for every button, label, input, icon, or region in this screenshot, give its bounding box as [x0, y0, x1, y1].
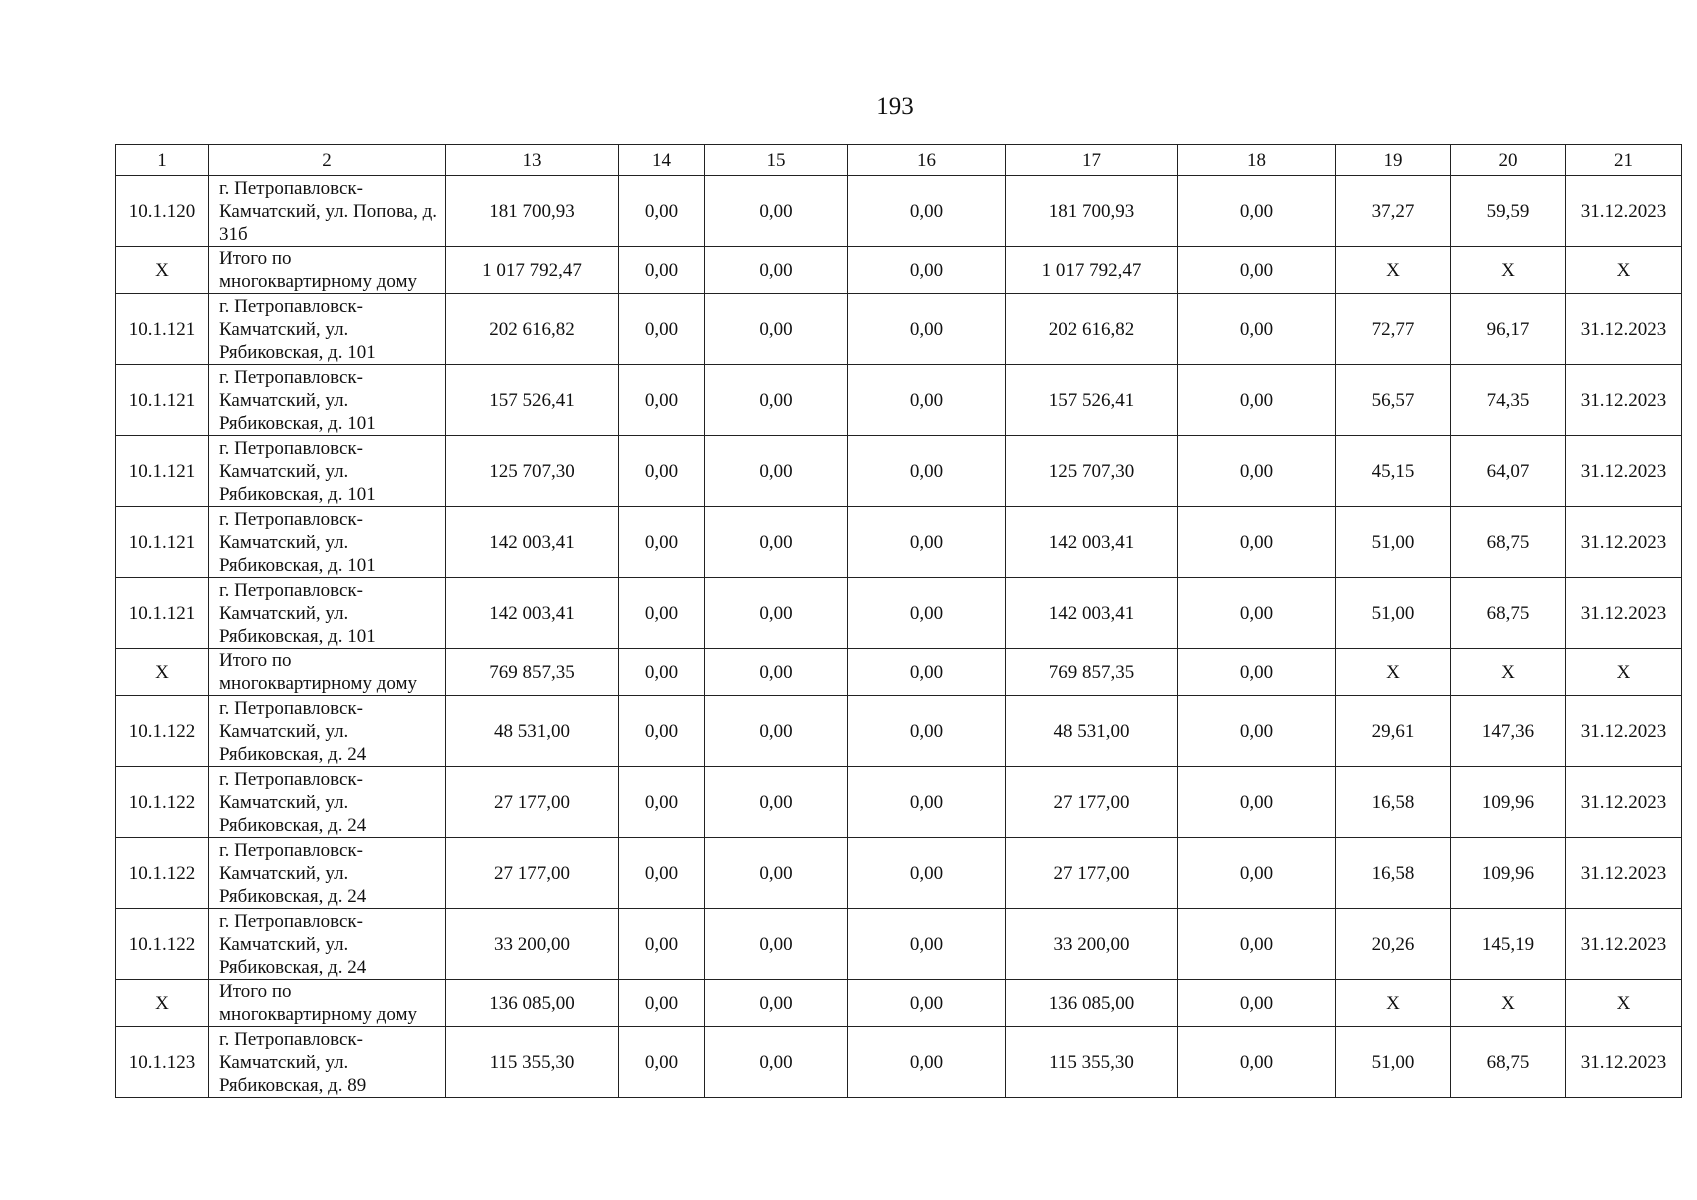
value-cell: X [1566, 980, 1682, 1027]
value-cell: 48 531,00 [1006, 696, 1178, 767]
table-body [116, 176, 1682, 1098]
value-cell: 136 085,00 [1006, 980, 1178, 1027]
value-cell: 0,00 [848, 247, 1006, 294]
value-cell: 31.12.2023 [1566, 909, 1682, 980]
value-cell: 27 177,00 [446, 767, 619, 838]
row-id-cell: 10.1.122 [116, 838, 209, 909]
value-cell: 769 857,35 [446, 649, 619, 696]
value-cell: 0,00 [705, 1027, 848, 1098]
column-header-21: 21 [1566, 145, 1682, 176]
column-header-18: 18 [1178, 145, 1336, 176]
column-header-14: 14 [619, 145, 705, 176]
address-cell: г. Петропавловск-Камчатский, ул. Рябиковская, д. 24 [209, 909, 446, 980]
value-cell: 0,00 [619, 578, 705, 649]
row-id-cell: 10.1.121 [116, 436, 209, 507]
column-header-16: 16 [848, 145, 1006, 176]
value-cell: 142 003,41 [1006, 507, 1178, 578]
value-cell: 51,00 [1336, 507, 1451, 578]
value-cell: 37,27 [1336, 176, 1451, 247]
table-row [116, 294, 1682, 365]
value-cell: 0,00 [619, 507, 705, 578]
value-cell: 33 200,00 [1006, 909, 1178, 980]
value-cell: 157 526,41 [1006, 365, 1178, 436]
value-cell: 27 177,00 [446, 838, 619, 909]
row-id-cell: 10.1.121 [116, 365, 209, 436]
address-cell: Итого по многоквартирному дому [209, 980, 446, 1027]
value-cell: 0,00 [1178, 436, 1336, 507]
value-cell: 68,75 [1451, 1027, 1566, 1098]
value-cell: 0,00 [619, 365, 705, 436]
page-number: 193 [876, 93, 914, 120]
address-cell: Итого по многоквартирному дому [209, 649, 446, 696]
value-cell: 16,58 [1336, 838, 1451, 909]
value-cell: 0,00 [848, 980, 1006, 1027]
value-cell: 0,00 [705, 365, 848, 436]
value-cell: 0,00 [619, 247, 705, 294]
value-cell: X [1336, 247, 1451, 294]
header-row [116, 145, 1682, 176]
row-id-cell: 10.1.121 [116, 294, 209, 365]
data-table [115, 144, 1682, 1098]
value-cell: 145,19 [1451, 909, 1566, 980]
value-cell: 20,26 [1336, 909, 1451, 980]
table-row [116, 578, 1682, 649]
address-cell: г. Петропавловск-Камчатский, ул. Рябиковская, д. 101 [209, 507, 446, 578]
value-cell: 136 085,00 [446, 980, 619, 1027]
value-cell: X [1451, 649, 1566, 696]
value-cell: 0,00 [848, 294, 1006, 365]
value-cell: 1 017 792,47 [446, 247, 619, 294]
value-cell: 64,07 [1451, 436, 1566, 507]
column-header-2: 2 [209, 145, 446, 176]
value-cell: 0,00 [1178, 909, 1336, 980]
value-cell: 142 003,41 [1006, 578, 1178, 649]
value-cell: 31.12.2023 [1566, 1027, 1682, 1098]
value-cell: 27 177,00 [1006, 838, 1178, 909]
table-row [116, 838, 1682, 909]
value-cell: 33 200,00 [446, 909, 619, 980]
row-id-cell: 10.1.122 [116, 767, 209, 838]
row-id-cell: X [116, 649, 209, 696]
value-cell: 0,00 [705, 247, 848, 294]
value-cell: 0,00 [705, 507, 848, 578]
value-cell: 115 355,30 [1006, 1027, 1178, 1098]
value-cell: 109,96 [1451, 838, 1566, 909]
value-cell: 31.12.2023 [1566, 767, 1682, 838]
row-id-cell: 10.1.120 [116, 176, 209, 247]
value-cell: 0,00 [619, 980, 705, 1027]
row-id-cell: X [116, 247, 209, 294]
value-cell: 0,00 [848, 365, 1006, 436]
value-cell: 0,00 [848, 578, 1006, 649]
table-row [116, 909, 1682, 980]
address-cell: Итого по многоквартирному дому [209, 247, 446, 294]
value-cell: 142 003,41 [446, 507, 619, 578]
row-id-cell: 10.1.123 [116, 1027, 209, 1098]
row-id-cell: 10.1.121 [116, 507, 209, 578]
value-cell: 31.12.2023 [1566, 578, 1682, 649]
value-cell: X [1336, 649, 1451, 696]
value-cell: 0,00 [705, 176, 848, 247]
value-cell: 157 526,41 [446, 365, 619, 436]
address-cell: г. Петропавловск-Камчатский, ул. Рябиковская, д. 24 [209, 838, 446, 909]
value-cell: 51,00 [1336, 1027, 1451, 1098]
table-row [116, 507, 1682, 578]
value-cell: 181 700,93 [446, 176, 619, 247]
value-cell: 0,00 [619, 767, 705, 838]
value-cell: 31.12.2023 [1566, 365, 1682, 436]
value-cell: 31.12.2023 [1566, 507, 1682, 578]
row-id-cell: 10.1.121 [116, 578, 209, 649]
value-cell: 31.12.2023 [1566, 838, 1682, 909]
value-cell: 0,00 [1178, 838, 1336, 909]
value-cell: 0,00 [1178, 767, 1336, 838]
value-cell: 0,00 [705, 649, 848, 696]
value-cell: 31.12.2023 [1566, 696, 1682, 767]
value-cell: 181 700,93 [1006, 176, 1178, 247]
value-cell: 29,61 [1336, 696, 1451, 767]
value-cell: 0,00 [619, 1027, 705, 1098]
value-cell: 0,00 [848, 1027, 1006, 1098]
value-cell: 202 616,82 [1006, 294, 1178, 365]
table-row [116, 365, 1682, 436]
value-cell: 0,00 [619, 649, 705, 696]
table-row [116, 176, 1682, 247]
table-row [116, 436, 1682, 507]
value-cell: 72,77 [1336, 294, 1451, 365]
value-cell: 27 177,00 [1006, 767, 1178, 838]
value-cell: 0,00 [848, 838, 1006, 909]
value-cell: 0,00 [1178, 696, 1336, 767]
value-cell: 109,96 [1451, 767, 1566, 838]
value-cell: 0,00 [1178, 176, 1336, 247]
value-cell: 0,00 [705, 980, 848, 1027]
value-cell: 147,36 [1451, 696, 1566, 767]
value-cell: 68,75 [1451, 507, 1566, 578]
value-cell: 0,00 [1178, 365, 1336, 436]
address-cell: г. Петропавловск-Камчатский, ул. Попова, д. 31б [209, 176, 446, 247]
address-cell: г. Петропавловск-Камчатский, ул. Рябиковская, д. 101 [209, 294, 446, 365]
table-row [116, 1027, 1682, 1098]
value-cell: 202 616,82 [446, 294, 619, 365]
value-cell: 74,35 [1451, 365, 1566, 436]
value-cell: 0,00 [848, 767, 1006, 838]
total-row [116, 980, 1682, 1027]
column-header-13: 13 [446, 145, 619, 176]
value-cell: 0,00 [848, 176, 1006, 247]
value-cell: 0,00 [848, 507, 1006, 578]
value-cell: 0,00 [1178, 578, 1336, 649]
value-cell: 0,00 [619, 696, 705, 767]
value-cell: 0,00 [705, 578, 848, 649]
value-cell: 142 003,41 [446, 578, 619, 649]
column-header-17: 17 [1006, 145, 1178, 176]
address-cell: г. Петропавловск-Камчатский, ул. Рябиковская, д. 24 [209, 696, 446, 767]
value-cell: 0,00 [848, 696, 1006, 767]
value-cell: 0,00 [705, 767, 848, 838]
address-cell: г. Петропавловск-Камчатский, ул. Рябиковская, д. 101 [209, 436, 446, 507]
row-id-cell: 10.1.122 [116, 696, 209, 767]
value-cell: 0,00 [1178, 507, 1336, 578]
value-cell: X [1451, 247, 1566, 294]
value-cell: X [1566, 649, 1682, 696]
value-cell: 769 857,35 [1006, 649, 1178, 696]
address-cell: г. Петропавловск-Камчатский, ул. Рябиковская, д. 101 [209, 365, 446, 436]
value-cell: 31.12.2023 [1566, 294, 1682, 365]
total-row [116, 649, 1682, 696]
address-cell: г. Петропавловск-Камчатский, ул. Рябиковская, д. 24 [209, 767, 446, 838]
value-cell: X [1451, 980, 1566, 1027]
value-cell: 0,00 [619, 838, 705, 909]
value-cell: 0,00 [705, 838, 848, 909]
value-cell: 16,58 [1336, 767, 1451, 838]
column-header-19: 19 [1336, 145, 1451, 176]
value-cell: 96,17 [1451, 294, 1566, 365]
value-cell: 0,00 [848, 649, 1006, 696]
value-cell: 0,00 [619, 176, 705, 247]
value-cell: 125 707,30 [446, 436, 619, 507]
column-header-1: 1 [116, 145, 209, 176]
row-id-cell: 10.1.122 [116, 909, 209, 980]
value-cell: 1 017 792,47 [1006, 247, 1178, 294]
value-cell: 0,00 [848, 909, 1006, 980]
value-cell: 59,59 [1451, 176, 1566, 247]
value-cell: 0,00 [705, 696, 848, 767]
value-cell: 0,00 [1178, 1027, 1336, 1098]
value-cell: 0,00 [619, 294, 705, 365]
table-row [116, 767, 1682, 838]
row-id-cell: X [116, 980, 209, 1027]
value-cell: 0,00 [1178, 980, 1336, 1027]
table-row [116, 696, 1682, 767]
value-cell: 0,00 [705, 909, 848, 980]
value-cell: 31.12.2023 [1566, 176, 1682, 247]
value-cell: 48 531,00 [446, 696, 619, 767]
value-cell: 0,00 [848, 436, 1006, 507]
value-cell: 51,00 [1336, 578, 1451, 649]
value-cell: 45,15 [1336, 436, 1451, 507]
value-cell: 56,57 [1336, 365, 1451, 436]
value-cell: 0,00 [1178, 247, 1336, 294]
value-cell: 125 707,30 [1006, 436, 1178, 507]
column-header-15: 15 [705, 145, 848, 176]
value-cell: 68,75 [1451, 578, 1566, 649]
address-cell: г. Петропавловск-Камчатский, ул. Рябиковская, д. 101 [209, 578, 446, 649]
value-cell: 31.12.2023 [1566, 436, 1682, 507]
value-cell: 0,00 [1178, 294, 1336, 365]
value-cell: 115 355,30 [446, 1027, 619, 1098]
value-cell: 0,00 [619, 909, 705, 980]
address-cell: г. Петропавловск-Камчатский, ул. Рябиковская, д. 89 [209, 1027, 446, 1098]
value-cell: 0,00 [705, 294, 848, 365]
value-cell: 0,00 [1178, 649, 1336, 696]
value-cell: X [1566, 247, 1682, 294]
column-header-20: 20 [1451, 145, 1566, 176]
value-cell: 0,00 [619, 436, 705, 507]
value-cell: 0,00 [705, 436, 848, 507]
value-cell: X [1336, 980, 1451, 1027]
total-row [116, 247, 1682, 294]
